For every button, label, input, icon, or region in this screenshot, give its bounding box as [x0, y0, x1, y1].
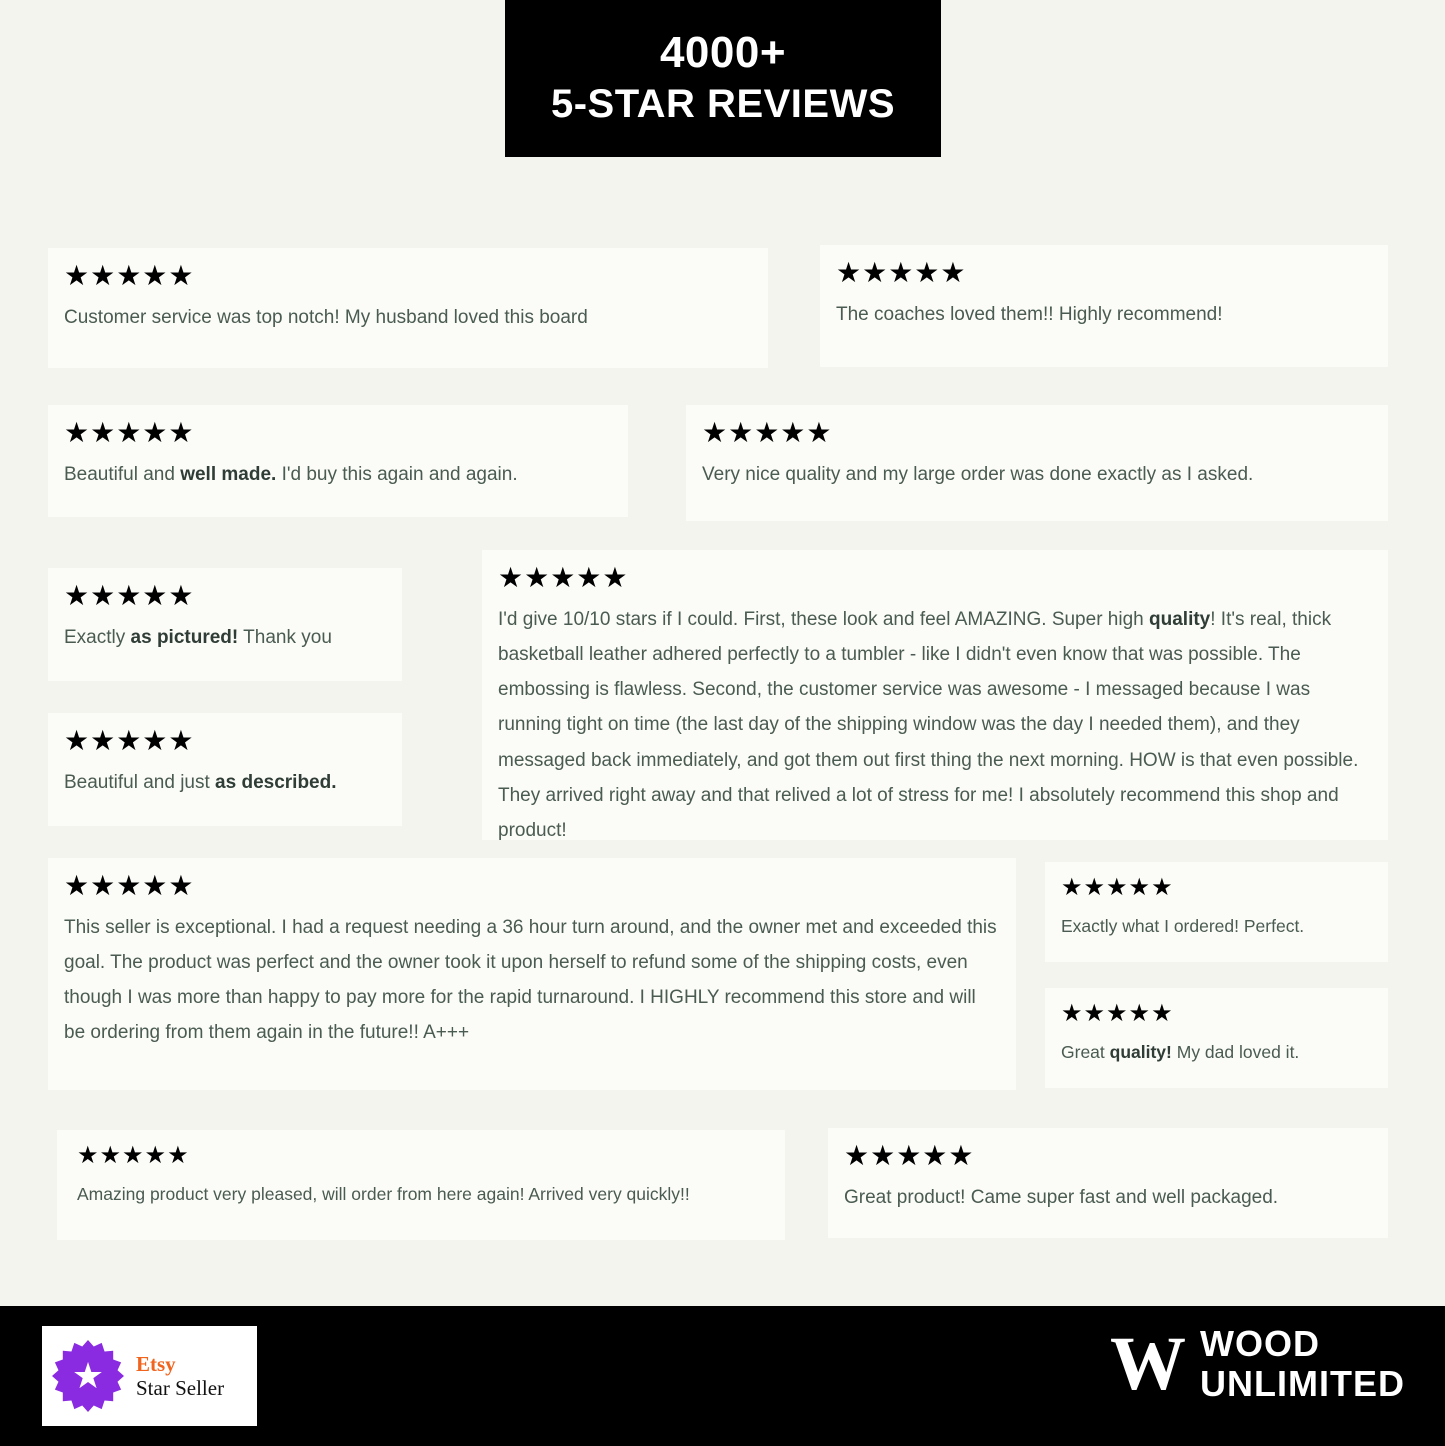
- review-card-2: [820, 245, 1388, 367]
- review-card-6: [482, 550, 1388, 840]
- star-rating-icon: ★★★★★: [64, 580, 195, 611]
- review-text: Great product! Came super fast and well packaged.: [844, 1187, 1279, 1208]
- review-card-5: [48, 568, 402, 681]
- star-rating-icon: ★★★★★: [64, 260, 195, 291]
- star-icon: ★: [71, 1355, 105, 1396]
- review-text: Amazing product very pleased, will order from here again! Arrived very quickly!!: [77, 1184, 690, 1204]
- brand-monogram-icon: W: [1110, 1322, 1183, 1407]
- footer-bar: [0, 1306, 1445, 1446]
- review-card-7: [48, 713, 402, 826]
- brand-name-line2: UNLIMITED: [1200, 1363, 1405, 1405]
- star-rating-icon: ★★★★★: [64, 870, 195, 901]
- brand-name-line1: WOOD: [1200, 1323, 1320, 1364]
- star-seller-label: Star Seller: [136, 1376, 225, 1400]
- star-rating-icon: ★★★★★: [77, 1142, 190, 1169]
- review-card-9: [1045, 862, 1388, 962]
- review-card-3: [48, 405, 628, 517]
- header-count: 4000+: [659, 28, 787, 78]
- review-text: Customer service was top notch! My husband loved this board: [64, 307, 588, 328]
- star-seller-seal-icon: [52, 1340, 124, 1412]
- review-card-10: [1045, 988, 1388, 1088]
- review-card-4: [686, 405, 1388, 521]
- review-text: Beautiful and just as described.: [64, 772, 337, 793]
- review-text: I'd give 10/10 stars if I could. First, these look and feel AMAZING. Super high quality! It's real, thick basketball leather adhered perfectly to a tumbler - like I didn't even know that was possible. The embossing is flawless. Second, the customer service was awesome - I messaged because I was running tight on time (the last day of the shipping window was the day I needed them), and they messaged back immediately, and got them out first thing the next morning. HOW is that even possible. They arrived right away and that relived a lot of stress for me! I absolutely recommend this shop and product!: [498, 609, 1359, 841]
- review-card-1: [48, 248, 768, 368]
- etsy-badge-text: [136, 1352, 224, 1400]
- etsy-wordmark: Etsy: [136, 1351, 176, 1376]
- star-rating-icon: ★★★★★: [1061, 874, 1174, 901]
- header-banner: [505, 0, 941, 157]
- review-text: Exactly as pictured! Thank you: [64, 627, 332, 648]
- brand-name: [1200, 1324, 1405, 1405]
- star-rating-icon: ★★★★★: [702, 417, 833, 448]
- star-rating-icon: ★★★★★: [64, 725, 195, 756]
- review-card-8: [48, 858, 1016, 1090]
- star-rating-icon: ★★★★★: [844, 1140, 975, 1171]
- star-rating-icon: ★★★★★: [498, 562, 629, 593]
- review-text: This seller is exceptional. I had a request needing a 36 hour turn around, and the owner met and exceeded this goal. The product was perfect and the owner took it upon herself to refund some of the shipping costs, even though I was more than happy to pay more for the rapid turnaround. I HIGHLY recommend this store and will be ordering from them again in the future!! A+++: [64, 917, 997, 1044]
- review-card-12: [828, 1128, 1388, 1238]
- brand-lockup: [1110, 1324, 1405, 1405]
- review-text: Very nice quality and my large order was done exactly as I asked.: [702, 464, 1254, 485]
- review-text: Great quality! My dad loved it.: [1061, 1042, 1300, 1062]
- star-rating-icon: ★★★★★: [836, 257, 967, 288]
- header-title: 5-STAR REVIEWS: [550, 81, 896, 126]
- review-card-11: [57, 1130, 785, 1240]
- review-text: Exactly what I ordered! Perfect.: [1061, 916, 1305, 936]
- star-rating-icon: ★★★★★: [64, 417, 195, 448]
- review-text: Beautiful and well made. I'd buy this again and again.: [64, 464, 518, 485]
- review-text: The coaches loved them!! Highly recommend!: [836, 304, 1223, 325]
- etsy-star-seller-badge: [42, 1326, 257, 1426]
- star-rating-icon: ★★★★★: [1061, 1000, 1174, 1027]
